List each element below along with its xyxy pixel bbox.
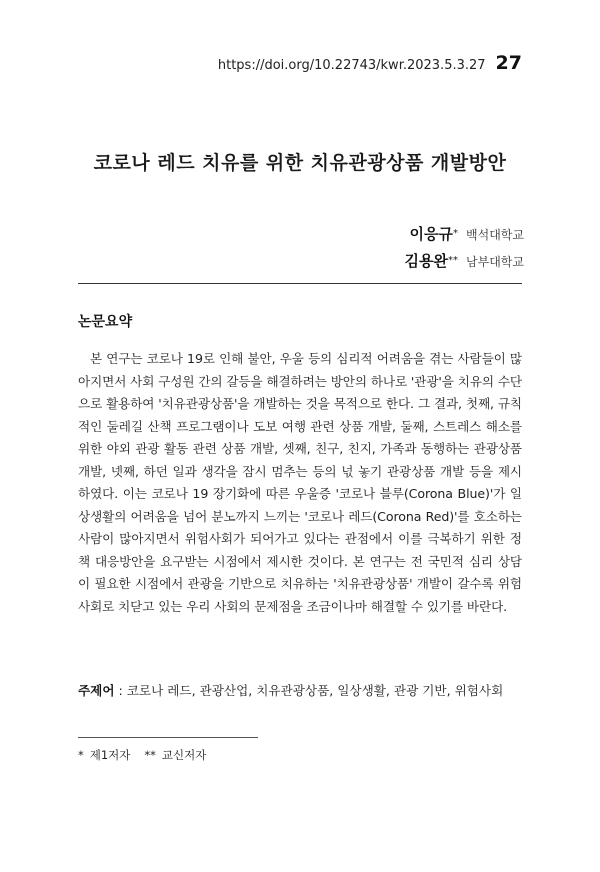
author-2 bbox=[404, 251, 524, 272]
author-list bbox=[404, 224, 524, 278]
header-divider bbox=[78, 283, 522, 284]
keywords-text: 코로나 레드, 관광산업, 치유관광상품, 일상생활, 관광 기반, 위험사회 bbox=[126, 683, 504, 698]
footnote-2 bbox=[144, 747, 206, 763]
keywords-separator: : bbox=[114, 683, 127, 698]
author-affiliation: 남부대학교 bbox=[466, 255, 524, 269]
footnote-1 bbox=[78, 747, 130, 763]
footnote-divider bbox=[78, 737, 258, 738]
author-mark: * bbox=[452, 228, 458, 239]
page-number: 27 bbox=[495, 52, 522, 74]
footnote-mark: * bbox=[78, 748, 84, 762]
footnote-text: 제1저자 bbox=[89, 748, 131, 762]
author-1 bbox=[404, 224, 524, 245]
keywords-label: 주제어 bbox=[78, 683, 115, 698]
author-mark: ** bbox=[447, 255, 458, 266]
abstract-heading: 논문요약 bbox=[78, 314, 133, 330]
author-affiliation: 백석대학교 bbox=[466, 228, 524, 242]
doi-link[interactable]: https://doi.org/10.22743/kwr.2023.5.3.27 bbox=[217, 58, 486, 73]
abstract-body: 본 연구는 코로나 19로 인해 불안, 우울 등의 심리적 어려움을 겪는 사람들이 많아지면서 사회 구성원 간의 갈등을 해결하려는 방안의 하나로 '관광'을 치유의 수단으로 활용하여 '치유관광상품'을 개발하는 것을 목적으로 한다. 그 결과, 첫째, 규칙적인 둘레길 산책 프로그램이나 도보 여행 관련 상품 개발, 둘째, 스트레스 해소를 위한 야외 관광 활동 관련 상품 개발, 셋째, 친구, 친지, 가족과 동행하는 관광상품 개발, 넷째, 하던 일과 생각을 잠시 멈추는 등의 넋 놓기 관광상품 개발 등을 제시하였다. 이는 코로나 19 장기화에 따른 우울증 '코로나 블루(Corona Blue)'가 일상생활의 어려움을 넘어 분노까지 느끼는 '코로나 레드(Corona Red)'를 호소하는 사람이 많아지면서 위험사회가 되어가고 있다는 관점에서 이를 극복하기 위한 정책 대응방안을 요구받는 시점에서 제시한 것이다. 본 연구는 전 국민적 심리 상담이 필요한 시점에서 관광을 기반으로 치유하는 '치유관광상품' 개발이 갈수록 위험사회로 치닫고 있는 우리 사회의 문제점을 조금이나마 해결할 수 있기를 바란다. bbox=[78, 351, 522, 614]
footnotes bbox=[78, 747, 206, 763]
footnote-text: 교신저자 bbox=[161, 748, 207, 762]
footnote-mark: ** bbox=[144, 748, 156, 762]
paper-title: 코로나 레드 치유를 위한 치유관광상품 개발방안 bbox=[93, 152, 507, 174]
author-name: 김용완 bbox=[404, 252, 448, 270]
page-header bbox=[218, 52, 522, 74]
keywords-line bbox=[78, 680, 538, 699]
author-name: 이응규 bbox=[409, 225, 453, 243]
